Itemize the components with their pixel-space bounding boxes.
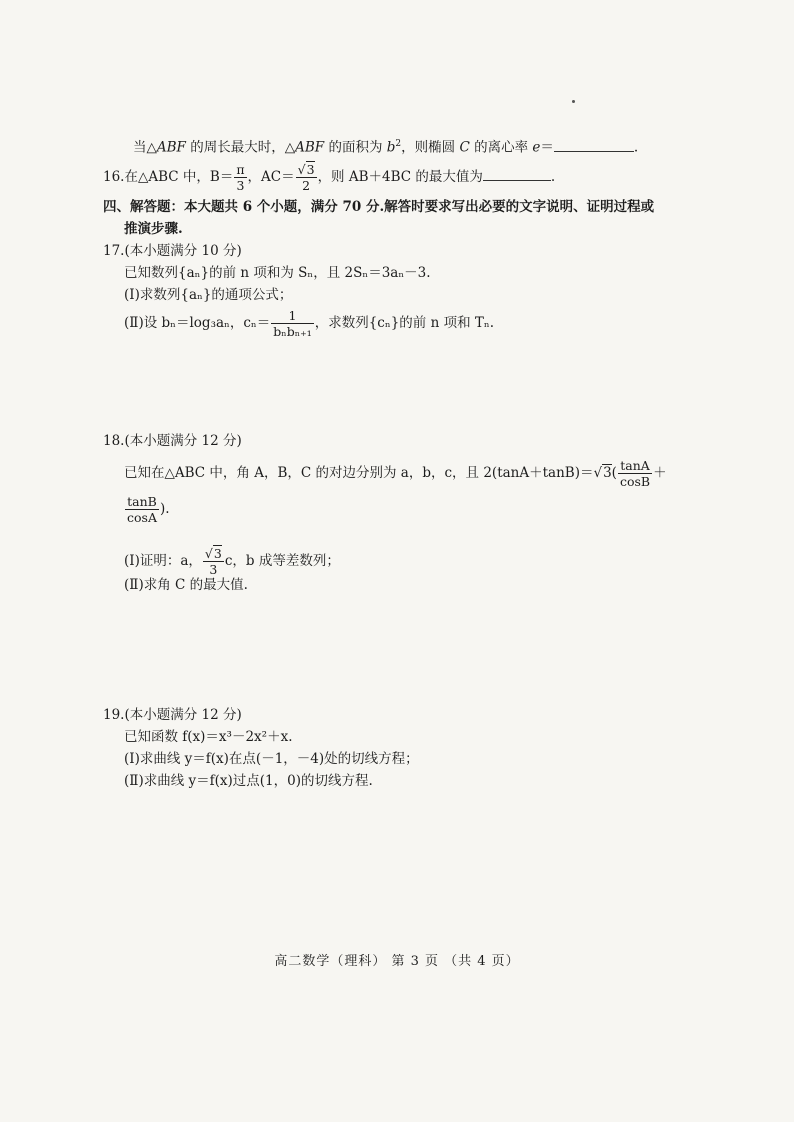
q16-text-c: ，则 AB＋4BC 的最大值为 [317, 169, 483, 185]
q18-part2: (Ⅱ)求角 C 的最大值. [124, 577, 248, 593]
q17-cn-den: bₙbₙ₊₁ [273, 324, 312, 339]
q18-part1 [124, 546, 340, 577]
q18-sqrt3: √3 [593, 465, 612, 481]
q16-pi-fraction [234, 162, 246, 193]
q17-header: 17.(本小题满分 10 分) [103, 243, 242, 259]
q18-f1-den: cosB [619, 474, 651, 489]
q17-cn-num: 1 [271, 308, 313, 324]
q18-f2-den: cosA [127, 510, 157, 525]
q17-part2-text-a: (Ⅱ)设 bₙ＝log₃aₙ，cₙ＝ [124, 315, 271, 331]
q15-answer-blank[interactable] [554, 137, 634, 152]
q18-part1-text-b: c，b 成等差数列； [224, 553, 340, 569]
q16-text-b: ，AC＝ [247, 169, 295, 185]
q16-number: 16. [103, 169, 125, 185]
q16-text-a: 在△ABC 中，B＝ [124, 169, 234, 185]
q18-part1-radicand: 3 [213, 546, 222, 561]
q17-part1: (Ⅰ)求数列{aₙ}的通项公式； [124, 287, 293, 303]
q18-header: 18.(本小题满分 12 分) [103, 433, 242, 449]
q18-part1-num: √3 [204, 546, 222, 561]
q17-stem: 已知数列{aₙ}的前 n 项和为 Sₙ，且 2Sₙ＝3aₙ－3. [124, 265, 431, 281]
q16-pi-den: 3 [236, 178, 245, 193]
q15-text-f: ＝ [540, 139, 554, 156]
q16-sqrt-radicand: 3 [306, 162, 315, 177]
q15-text-b: 的周长最大时，△ [185, 139, 296, 156]
scan-speck [572, 100, 575, 103]
q15-c: C [459, 139, 470, 156]
section4-line2: 推演步骤. [124, 221, 183, 237]
q16-line [103, 162, 555, 193]
q15-text-c: 的面积为 [324, 139, 387, 156]
q19-stem: 已知函数 f(x)＝x³－2x²＋x. [124, 729, 293, 745]
q18-stem-line2 [124, 494, 170, 525]
q17-cn-fraction [271, 308, 313, 339]
q18-stem-paren: ( [611, 465, 617, 481]
q16-sqrt-fraction [296, 162, 317, 193]
q17-part2-text-b: ，求数列{cₙ}的前 n 项和 Tₙ. [314, 315, 495, 331]
q15-tail-line [133, 135, 638, 157]
q18-f1-num: tanA [618, 458, 652, 474]
section4-line1: 四、解答题：本大题共 6 个小题，满分 70 分.解答时要求写出必要的文字说明、证明过程或 [103, 199, 655, 215]
q15-text-e: 的离心率 [469, 139, 533, 156]
q15-text-d: ，则椭圆 [401, 139, 460, 156]
q15-abf-2: ABF [295, 139, 325, 156]
q18-part1-text-a: (Ⅰ)证明：a， [124, 553, 202, 569]
q16-end: . [550, 169, 556, 185]
q19-header: 19.(本小题满分 12 分) [103, 707, 242, 723]
q18-part1-fraction [203, 546, 224, 577]
q15-sup: 2 [395, 139, 402, 149]
q18-stem-line1 [124, 458, 667, 489]
q16-sqrt-num: √3 [297, 162, 315, 177]
q16-pi-num: π [236, 162, 245, 177]
q17-part2 [124, 308, 494, 339]
q18-f2-num: tanB [125, 494, 159, 510]
q19-part1: (Ⅰ)求曲线 y＝f(x)在点(－1，－4)处的切线方程； [124, 751, 419, 767]
q15-text-a: 当△ [133, 139, 157, 156]
q16-answer-blank[interactable] [483, 166, 551, 181]
q18-part1-den: 3 [209, 562, 218, 577]
q15-end: . [633, 139, 639, 156]
page-footer: 高二数学（理科） 第 3 页 （共 4 页） [274, 954, 520, 969]
q19-part2: (Ⅱ)求曲线 y＝f(x)过点(1，0)的切线方程. [124, 773, 373, 789]
q16-sqrt-den: 2 [302, 178, 311, 193]
q18-fraction-1 [618, 458, 652, 489]
q15-e: e [532, 139, 541, 156]
q15-abf-1: ABF [156, 139, 186, 156]
q18-fraction-2 [125, 494, 159, 525]
q18-stem-end: ). [159, 501, 170, 517]
q18-stem-text-a: 已知在△ABC 中，角 A，B，C 的对边分别为 a，b，c，且 2(tanA＋tanB)＝ [124, 465, 594, 481]
q15-b: b [386, 139, 396, 156]
q18-sqrt3-radicand: 3 [603, 465, 612, 481]
q18-stem-plus: ＋ [653, 465, 667, 481]
